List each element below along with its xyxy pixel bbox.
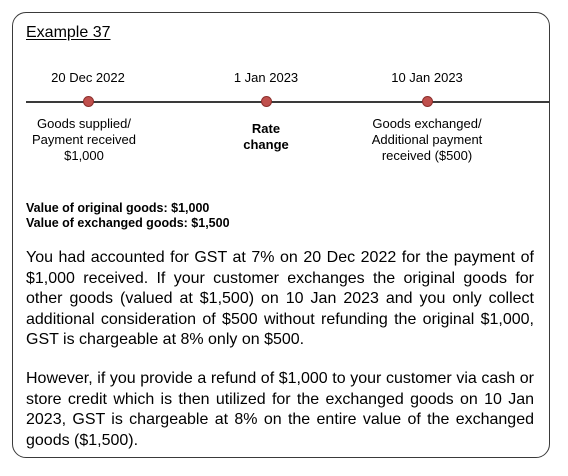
timeline-date-2: 1 Jan 2023: [233, 70, 299, 85]
timeline-marker-3: [422, 96, 433, 107]
timeline-marker-1: [83, 96, 94, 107]
example-title: Example 37: [26, 24, 111, 41]
timeline-date-1: 20 Dec 2022: [51, 70, 125, 85]
timeline-line: [26, 101, 550, 103]
timeline-marker-2: [261, 96, 272, 107]
original-goods-value: Value of original goods: $1,000: [26, 201, 210, 215]
timeline-event-1: Goods supplied/ Payment received $1,000: [31, 116, 137, 163]
timeline-event-3: Goods exchanged/ Additional payment received ($500): [371, 116, 483, 163]
explanation-paragraph-2: However, if you provide a refund of $1,000 to your customer via cash or store credit which is then utilized for the exchanged goods on 10 Jan 2023, GST is chargeable at 8% on the entire value of the exchanged goods ($1,500).: [26, 370, 534, 449]
timeline-date-3: 10 Jan 2023: [391, 70, 463, 85]
timeline-event-2: Rate change: [243, 121, 289, 152]
goods-values: [26, 201, 230, 231]
explanation-paragraph-1: You had accounted for GST at 7% on 20 Dec 2022 for the payment of $1,000 received. If your customer exchanges the original goods for other goods (valued at $1,500) on 10 Jan 2023 and you only collect additional consideration of $500 without refunding the original $1,000, GST is chargeable at 8% only on $500.: [26, 249, 534, 348]
exchanged-goods-value: Value of exchanged goods: $1,500: [26, 216, 230, 230]
